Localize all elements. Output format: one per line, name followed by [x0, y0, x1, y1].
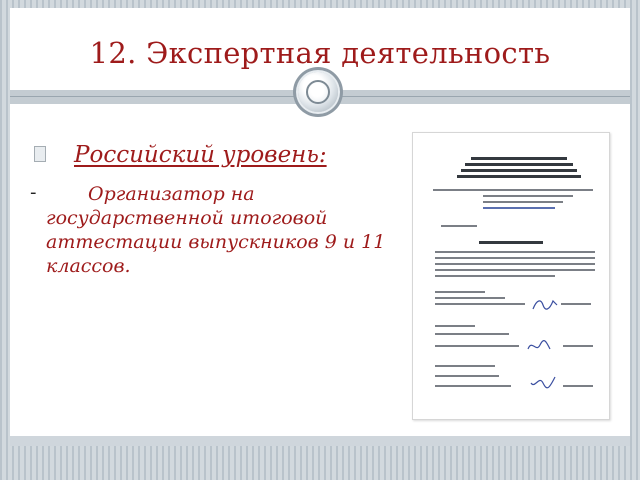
doc-text-line [483, 207, 555, 209]
document-scan-image [412, 132, 610, 420]
doc-text-line [435, 345, 519, 347]
doc-text-line [441, 225, 477, 227]
signature-mark [525, 337, 553, 355]
signature-mark [531, 295, 559, 313]
doc-text-line [563, 385, 593, 387]
square-bullet-icon [34, 146, 46, 162]
frame-side-right [630, 0, 640, 480]
doc-header-line [471, 157, 567, 160]
slide-title: 12. Экспертная деятельность [89, 36, 551, 70]
doc-text-line [435, 385, 511, 387]
list-item-dash: - [30, 182, 37, 203]
doc-text-line [483, 201, 563, 203]
doc-text-line [435, 365, 495, 367]
doc-text-line [563, 345, 593, 347]
doc-text-line [435, 251, 595, 253]
frame-stripe-bottom [0, 446, 640, 480]
doc-text-line [435, 291, 485, 293]
frame-side-left [0, 0, 10, 480]
ornament-inner-ring [306, 80, 330, 104]
doc-text-line [435, 257, 595, 259]
signature-mark [529, 373, 557, 391]
doc-text-line [435, 263, 595, 265]
doc-text-line [433, 189, 593, 191]
doc-text-line [435, 303, 525, 305]
doc-header-line [457, 175, 581, 178]
bullet-heading-text: Российский уровень: [74, 142, 327, 168]
doc-text-line [435, 275, 555, 277]
doc-text-line [435, 325, 475, 327]
doc-text-line [435, 297, 505, 299]
list-item-text: Организатор на государственной итоговой аттестации выпускников 9 и 11 классов. [46, 183, 386, 277]
frame-stripe-top [0, 0, 640, 8]
circle-ornament-icon [298, 72, 338, 112]
doc-header-line [465, 163, 573, 166]
doc-title-line [479, 241, 543, 244]
doc-text-line [561, 303, 591, 305]
doc-text-line [483, 195, 573, 197]
doc-text-line [435, 333, 509, 335]
doc-text-line [435, 375, 499, 377]
doc-header-line [461, 169, 577, 172]
bullet-heading [34, 142, 404, 176]
doc-text-line [435, 269, 595, 271]
